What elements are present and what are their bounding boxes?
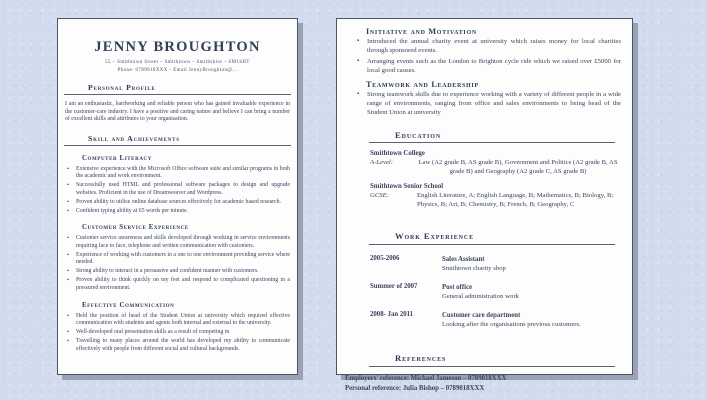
- bullet-item: [67, 313, 290, 328]
- subsection-customer-service: [64, 224, 291, 292]
- subsection-title: Computer Literacy: [82, 154, 152, 162]
- subsection-title: Initiative and Motivation: [366, 27, 477, 36]
- section-heading-education: Education: [369, 130, 615, 144]
- bullet-text: Introduced the annual charity event at university which raises money for local charities through sponsored events.: [367, 38, 621, 55]
- work-role: Post office: [442, 284, 473, 292]
- bullet-item: [357, 90, 621, 118]
- subsection-effective-communication: [64, 302, 291, 354]
- references-block: [344, 374, 623, 394]
- bullet-text: Customer service awareness and skills developed through working in service environments requiring face to face, telephone and written communication with customers.: [76, 235, 290, 249]
- section-heading-personal-profile: Personal Profile: [64, 83, 291, 95]
- bullet-item: [67, 338, 290, 353]
- education-school: Smithtown College: [370, 150, 425, 158]
- education-row-gcse: [370, 191, 619, 209]
- bullet-text: Experience of working with customers in a one to one environment providing service where needed.: [76, 251, 290, 266]
- education-label: GCSE:: [370, 192, 389, 200]
- bullet-marker: ▪: [67, 251, 69, 258]
- education-detail: English Literature, A; English Language, B; Mathematics, B; Biology, B; Physics, B; Art, B; Chemistry, B; French, B; Geography, C: [417, 192, 614, 209]
- bullet-text: Proven ability to think quickly on my feet and respond to complicated questioning in a pressured environment.: [76, 277, 290, 291]
- work-entry: [442, 311, 581, 329]
- profile-paragraph: I am an enthusiastic, hardworking and reliable person who has gained invaluable experience in the customer-care industry. I have a positive and caring nature and believe I can bring a number of excellent skills and attributes to your organisation.: [65, 101, 290, 123]
- bullet-text: Confident typing ability at 65 words per minute.: [76, 207, 189, 214]
- work-dates: 2008- Jan 2011: [370, 311, 414, 319]
- bullet-marker: ▪: [67, 165, 69, 172]
- work-detail: General administration work: [442, 293, 519, 301]
- bullet-marker: ▪: [67, 207, 69, 214]
- bullet-item: [357, 57, 621, 76]
- bullet-text: Well-developed oral presentation skills as a result of competing in: [76, 329, 230, 336]
- work-role: Customer care department: [442, 312, 521, 320]
- bullet-marker: ▪: [67, 268, 69, 275]
- work-row: [370, 311, 619, 329]
- work-entry: [442, 283, 519, 301]
- bullet-marker: ▪: [357, 57, 360, 64]
- bullet-marker: ▪: [67, 329, 69, 336]
- bullet-marker: ▪: [67, 338, 69, 345]
- bullet-marker: ▪: [67, 235, 69, 242]
- subsection-initiative-motivation: [344, 27, 623, 76]
- subsection-title: Teamwork and Leadership: [366, 79, 479, 89]
- bullet-item: [67, 277, 290, 292]
- subsection-computer-literacy: [64, 155, 291, 216]
- bullet-marker: ▪: [357, 38, 360, 44]
- bullet-marker: ▪: [357, 90, 360, 97]
- bullet-text: Strong ability to interact in a persuasive and confident manner with customers.: [76, 268, 259, 275]
- reference-line: Employers' reference: Michael Jameson – 0789018XXX: [345, 374, 507, 382]
- resume-name: JENNY BROUGHTON: [94, 39, 261, 55]
- bullet-text: Strong teamwork skills due to experience working with a variety of different people in a wide range of environments, ranging from office and sales environments to being head of the Student Union at university: [367, 90, 621, 117]
- contact-line: Phone: 0789618XXX - Email JennyBroughton@...: [117, 68, 238, 73]
- bullet-item: [67, 199, 290, 207]
- section-heading-skills: Skill and Achievements: [64, 134, 291, 146]
- bullet-marker: ▪: [67, 198, 69, 205]
- bullet-item: [67, 268, 290, 276]
- subsection-title: Effective Communication: [82, 301, 175, 309]
- education-label: A-Level:: [370, 159, 394, 167]
- work-row: [370, 283, 619, 301]
- bullet-marker: ▪: [67, 277, 69, 284]
- work-dates: 2005-2006: [370, 254, 400, 262]
- bullet-item: [67, 182, 290, 197]
- work-detail: Looking after the organisations previous customers.: [442, 321, 581, 329]
- bullet-item: [67, 329, 290, 337]
- reference-line: Personal reference: Julia Bishop – 0789018XXX: [345, 385, 485, 393]
- resume-page-2: [336, 18, 633, 393]
- bullet-text: Held the position of head of the Student Union at university which required effective communication with students and agents both internal and external to the university.: [76, 312, 290, 327]
- bullet-text: Arranging events such as the London to Brighton cycle ride which we raised over £5000 for local good causes.: [367, 57, 621, 75]
- work-entry: [442, 255, 506, 273]
- bullet-item: [67, 208, 290, 216]
- work-detail: Smithtown charity shop: [442, 264, 506, 272]
- bullet-marker: ▪: [67, 312, 69, 319]
- subsection-title: Customer Service Experience: [82, 224, 189, 232]
- section-heading-references: References: [369, 353, 615, 367]
- bullet-text: Proven ability to utilise online database sources effectively for academic based research.: [76, 198, 281, 205]
- education-detail: Law (A2 grade B, AS grade B), Government and Politics (A2 grade B, AS grade B) and Geography (A2 grade C, AS grade B): [418, 159, 618, 176]
- bullet-text: Travelling to many places around the world has developed my ability to communicate effectively with people from different social and cultural backgrounds.: [76, 338, 290, 352]
- bullet-marker: ▪: [67, 182, 69, 189]
- education-row-alevel: [370, 158, 619, 176]
- bullet-item: [357, 37, 621, 56]
- subsection-teamwork-leadership: [344, 80, 623, 118]
- bullet-item: [67, 166, 290, 181]
- education-school: Smithtown Senior School: [370, 183, 444, 191]
- section-heading-work-experience: Work Experience: [369, 231, 615, 245]
- bullet-item: [67, 252, 290, 267]
- education-block: [344, 150, 623, 209]
- bullet-text: Extensive experience with the Microsoft Office software suite and similar programs in both the academic and work environment.: [76, 165, 290, 180]
- bullet-text: Successfully used HTML and professional software packages to design and upgrade websites. Proficient in the use of Dreamweaver and Wordpress.: [76, 182, 290, 196]
- bullet-item: [67, 235, 290, 250]
- work-role: Sales Assistant: [442, 255, 485, 263]
- work-experience-block: [344, 255, 623, 330]
- resume-page-1: [57, 18, 298, 375]
- work-dates: Summer of 2007: [370, 283, 418, 291]
- work-row: [370, 255, 619, 273]
- address-line: 55 – Smithtown Street – Smithtown – Smithshire – SM1SHT: [105, 59, 250, 65]
